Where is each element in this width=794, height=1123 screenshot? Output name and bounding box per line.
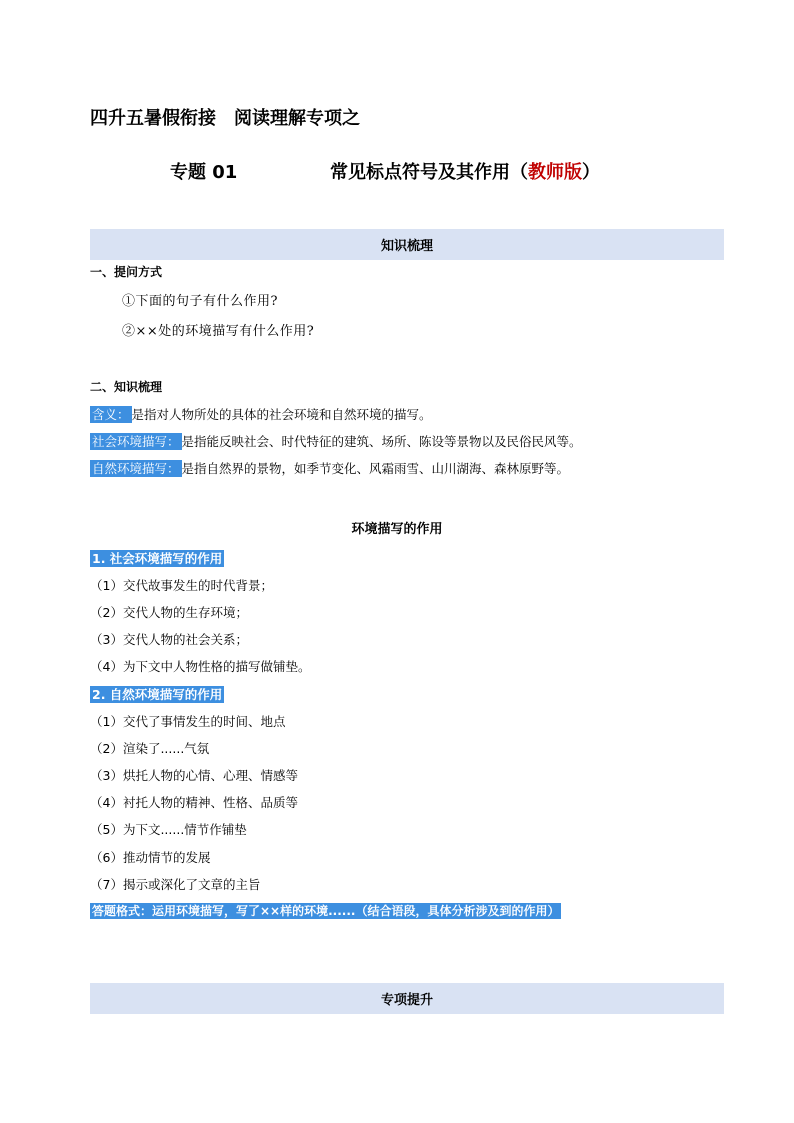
list-item: （3）烘托人物的心情、心理、情感等 (90, 768, 298, 783)
function-title: 环境描写的作用 (351, 522, 443, 537)
definition-text: 是指对人物所处的具体的社会环境和自然环境的描写。 (131, 407, 432, 422)
question-item: ②××处的环境描写有什么作用? (122, 324, 315, 339)
part1-heading: 一、提问方式 (90, 265, 163, 279)
topic-title: 常见标点符号及其作用 (330, 162, 510, 183)
list-item: （2）交代人物的生存环境； (90, 605, 248, 620)
topic-number: 专题 01 (170, 162, 238, 183)
list-item: （2）渲染了......气氛 (90, 741, 210, 756)
list-item: （6）推动情节的发展 (90, 850, 211, 865)
definition-row (90, 432, 582, 450)
natural-heading-row (90, 685, 224, 703)
edition-open: （ (510, 162, 528, 183)
definition-row (90, 459, 569, 477)
question-item: ①下面的句子有什么作用? (122, 294, 278, 309)
list-item: （1）交代故事发生的时代背景； (90, 578, 273, 593)
definition-text: 是指能反映社会、时代特征的建筑、场所、陈设等景物以及民俗民风等。 (181, 434, 582, 449)
definition-term: 自然环境描写： (92, 461, 180, 476)
list-item: （7）揭示或深化了文章的主旨 (90, 877, 261, 892)
topic-title-line (330, 158, 600, 184)
social-heading: 1. 社会环境描写的作用 (92, 551, 223, 566)
part2-heading: 二、知识梳理 (90, 380, 163, 394)
definition-term: 社会环境描写： (92, 434, 180, 449)
section-band-practice: 专项提升 (90, 983, 724, 1014)
definition-text: 是指自然界的景物，如季节变化、风霜雨雪、山川湖海、森林原野等。 (181, 461, 570, 476)
list-item: （5）为下文......情节作铺垫 (90, 822, 247, 837)
natural-heading: 2. 自然环境描写的作用 (92, 687, 223, 702)
list-item: （4）为下文中人物性格的描写做铺垫。 (90, 659, 311, 674)
answer-format: 答题格式：运用环境描写，写了××样的环境......（结合语段，具体分析涉及到的作用） (92, 904, 560, 918)
list-item: （3）交代人物的社会关系； (90, 632, 248, 647)
list-item: （1）交代了事情发生的时间、地点 (90, 714, 286, 729)
definition-row (90, 405, 432, 423)
answer-format-row (90, 902, 561, 919)
edition-label: 教师版 (528, 162, 582, 183)
list-item: （4）衬托人物的精神、性格、品质等 (90, 795, 298, 810)
definition-term: 含义： (92, 407, 130, 422)
section-band-knowledge: 知识梳理 (90, 229, 724, 260)
edition-close: ） (582, 162, 600, 183)
doc-title: 四升五暑假衔接 阅读理解专项之 (90, 108, 360, 129)
social-heading-row (90, 549, 224, 567)
